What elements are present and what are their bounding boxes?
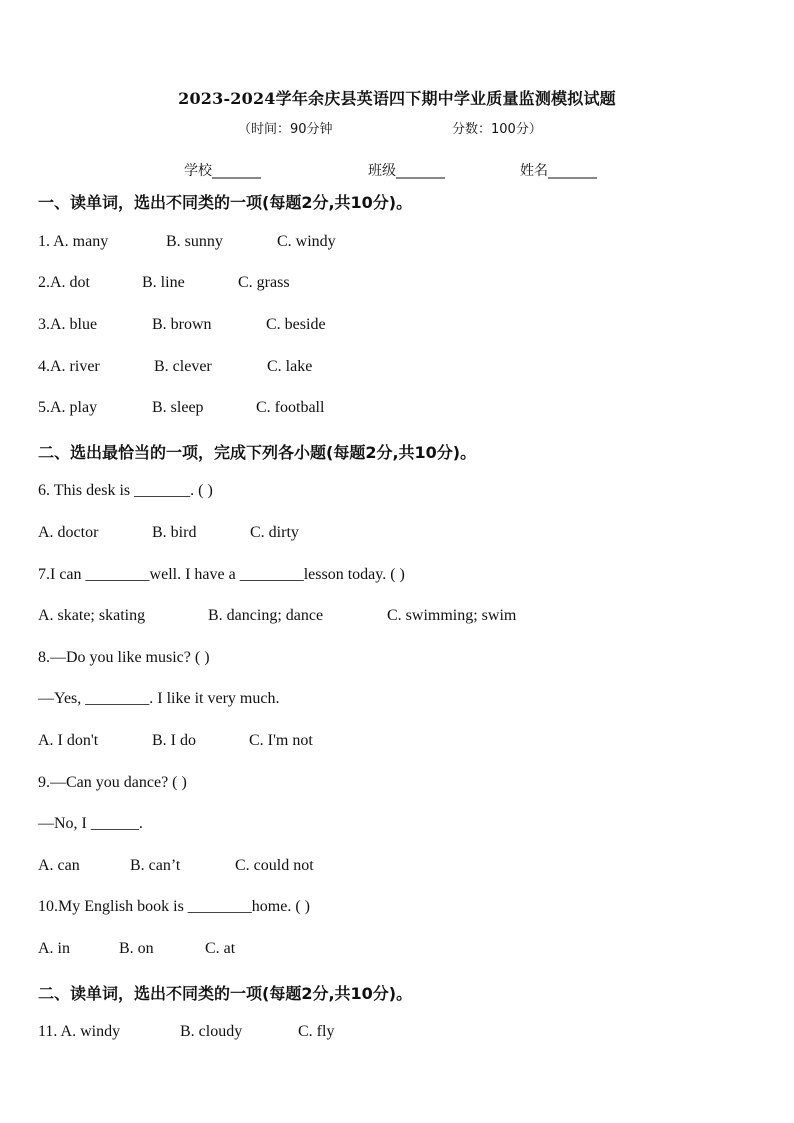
section-1-heading: 一、读单词，选出不同类的一项(每题2分,共10分)。 — [38, 193, 413, 212]
q2-option-c: C. grass — [238, 274, 290, 291]
class-field: 班级_______ — [368, 163, 445, 179]
q3-option-b: B. brown — [152, 316, 212, 333]
q6-option-a: A. doctor — [38, 524, 99, 541]
q4-option-b: B. clever — [154, 358, 212, 375]
name-field: 姓名_______ — [520, 163, 597, 179]
q11-option-c: C. fly — [298, 1023, 335, 1040]
q6-option-c: C. dirty — [250, 524, 299, 541]
q9-option-a: A. can — [38, 857, 80, 874]
q5-option-a: 5.A. play — [38, 399, 98, 416]
exam-time: （时间：90分钟 — [238, 122, 333, 137]
q4-option-a: 4.A. river — [38, 358, 100, 375]
q6-option-b: B. bird — [152, 524, 197, 541]
q5-option-c: C. football — [256, 399, 325, 416]
q10-option-c: C. at — [205, 940, 236, 957]
q8-option-a: A. I don't — [38, 732, 99, 749]
q11-option-b: B. cloudy — [180, 1023, 243, 1040]
q10-option-b: B. on — [119, 940, 154, 957]
q1-option-b: B. sunny — [166, 233, 223, 250]
question-9-reply: —No, I ______. — [38, 815, 143, 832]
section-2-heading: 二、选出最恰当的一项，完成下列各小题(每题2分,共10分)。 — [38, 443, 477, 462]
school-field: 学校_______ — [184, 163, 261, 179]
q1-option-a: 1. A. many — [38, 233, 109, 250]
q7-option-b: B. dancing; dance — [208, 607, 324, 624]
q8-option-c: C. I'm not — [249, 732, 313, 749]
question-9-stem: 9.—Can you dance? ( ) — [38, 774, 187, 791]
q2-option-b: B. line — [142, 274, 185, 291]
q11-option-a: 11. A. windy — [38, 1023, 121, 1040]
exam-score: 分数：100分） — [452, 122, 542, 137]
q3-option-a: 3.A. blue — [38, 316, 98, 333]
question-8-reply: —Yes, ________. I like it very much. — [38, 690, 280, 707]
question-10-stem: 10.My English book is ________home. ( ) — [38, 898, 310, 915]
question-8-stem: 8.—Do you like music? ( ) — [38, 649, 210, 666]
question-6-stem: 6. This desk is _______. ( ) — [38, 482, 213, 499]
q9-option-b: B. can’t — [130, 857, 181, 874]
q7-option-c: C. swimming; swim — [387, 607, 517, 624]
question-7-stem: 7.I can ________well. I have a ________lesson today. ( ) — [38, 566, 405, 583]
q7-option-a: A. skate; skating — [38, 607, 146, 624]
q9-option-c: C. could not — [235, 857, 314, 874]
q3-option-c: C. beside — [266, 316, 326, 333]
q2-option-a: 2.A. dot — [38, 274, 90, 291]
q10-option-a: A. in — [38, 940, 70, 957]
q1-option-c: C. windy — [277, 233, 336, 250]
section-3-heading: 二、读单词，选出不同类的一项(每题2分,共10分)。 — [38, 984, 413, 1003]
q5-option-b: B. sleep — [152, 399, 204, 416]
q4-option-c: C. lake — [267, 358, 313, 375]
q8-option-b: B. I do — [152, 732, 196, 749]
page-title: 2023-2024学年余庆县英语四下期中学业质量监测模拟试题 — [178, 89, 616, 108]
